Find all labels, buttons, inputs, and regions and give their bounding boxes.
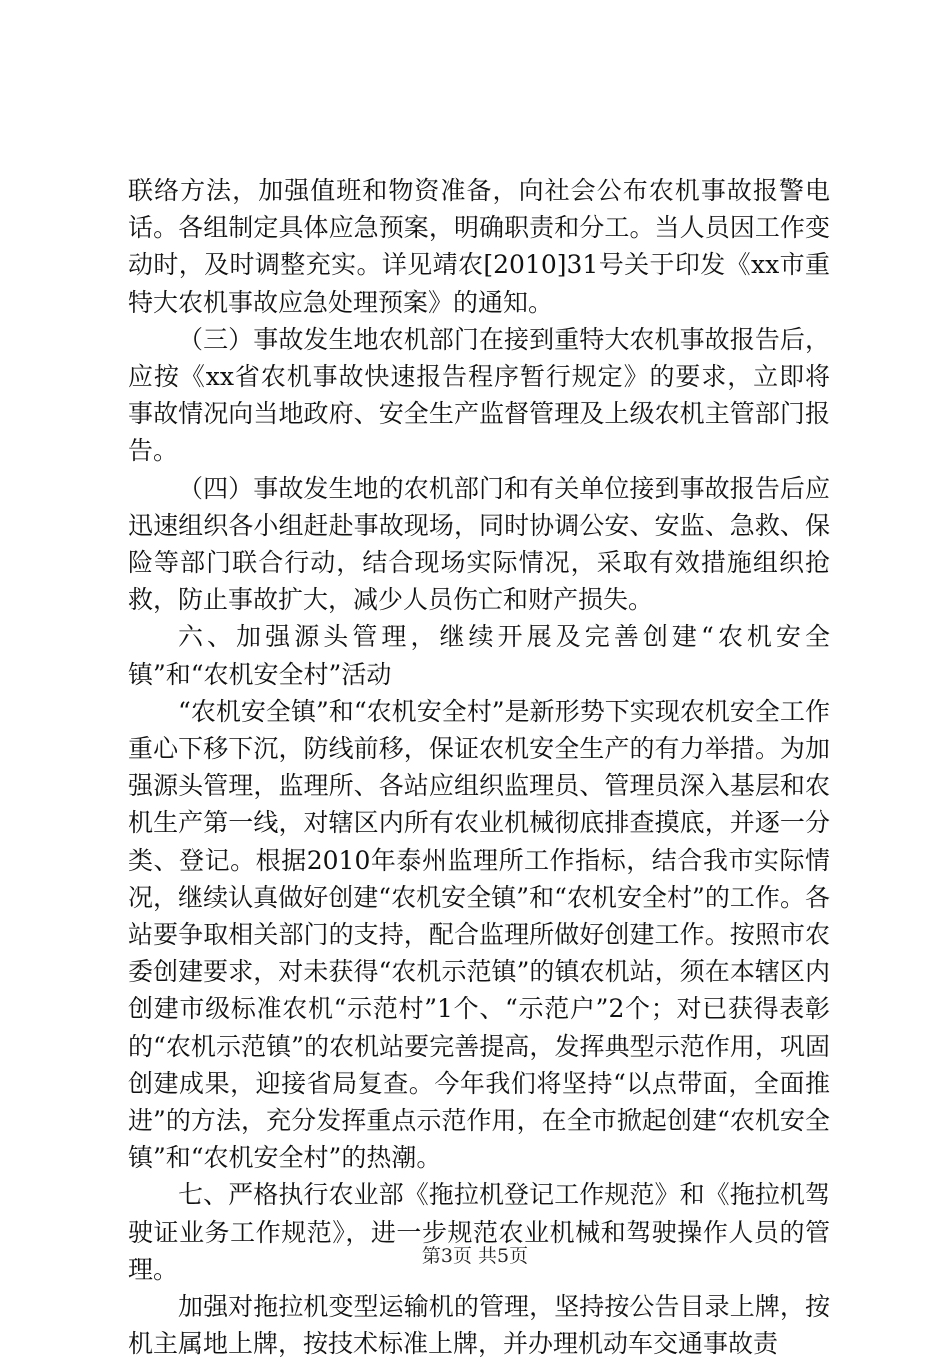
document-body xyxy=(128,172,830,1363)
page-number-label: 第3页 共5页 xyxy=(421,1245,529,1267)
section-heading-seven: 七、严格执行农业部《拖拉机登记工作规范》和《拖拉机驾驶证业务工作规范》，进一步规范农业机械和驾驶操作人员的管理。 xyxy=(128,1180,830,1284)
page-footer xyxy=(0,1244,950,1268)
paragraph-item-four: （四）事故发生地的农机部门和有关单位接到事故报告后应迅速组织各小组赶赴事故现场，同时协调公安、安监、急救、保险等部门联合行动，结合现场实际情况，采取有效措施组织抢救，防止事故扩大，减少人员伤亡和财产损失。 xyxy=(128,473,830,615)
section-heading-six: 六、加强源头管理，继续开展及完善创建“农机安全镇”和“农机安全村”活动 xyxy=(128,622,830,689)
paragraph-section-seven-body: 加强对拖拉机变型运输机的管理，坚持按公告目录上牌，按机主属地上牌，按技术标准上牌，并办理机动车交通事故责 xyxy=(128,1292,830,1359)
paragraph-section-six-body: “农机安全镇”和“农机安全村”是新形势下实现农机安全工作重心下移下沉，防线前移，保证农机安全生产的有力举措。为加强源头管理，监理所、各站应组织监理员、管理员深入基层和农机生产第一线，对辖区内所有农业机械彻底排查摸底，并逐一分类、登记。根据2010年泰州监理所工作指标，结合我市实际情况，继续认真做好创建“农机安全镇”和“农机安全村”的工作。各站要争取相关部门的支持，配合监理所做好创建工作。按照市农委创建要求，对未获得“农机示范镇”的镇农机站，须在本辖区内创建市级标准农机“示范村”1个、“示范户”2个；对已获得表彰的“农机示范镇”的农机站要完善提高，发挥典型示范作用，巩固创建成果，迎接省局复查。今年我们将坚持“以点带面，全面推进”的方法，充分发挥重点示范作用，在全市掀起创建“农机安全镇”和“农机安全村”的热潮。 xyxy=(128,696,830,1173)
paragraph-item-three: （三）事故发生地农机部门在接到重特大农机事故报告后，应按《xx省农机事故快速报告程序暂行规定》的要求，立即将事故情况向当地政府、安全生产监督管理及上级农机主管部门报告。 xyxy=(128,324,830,466)
paragraph-continuation: 联络方法，加强值班和物资准备，向社会公布农机事故报警电话。各组制定具体应急预案，明确职责和分工。当人员因工作变动时，及时调整充实。详见靖农[2010]31号关于印发《xx市重特大农机事故应急处理预案》的通知。 xyxy=(128,176,830,317)
